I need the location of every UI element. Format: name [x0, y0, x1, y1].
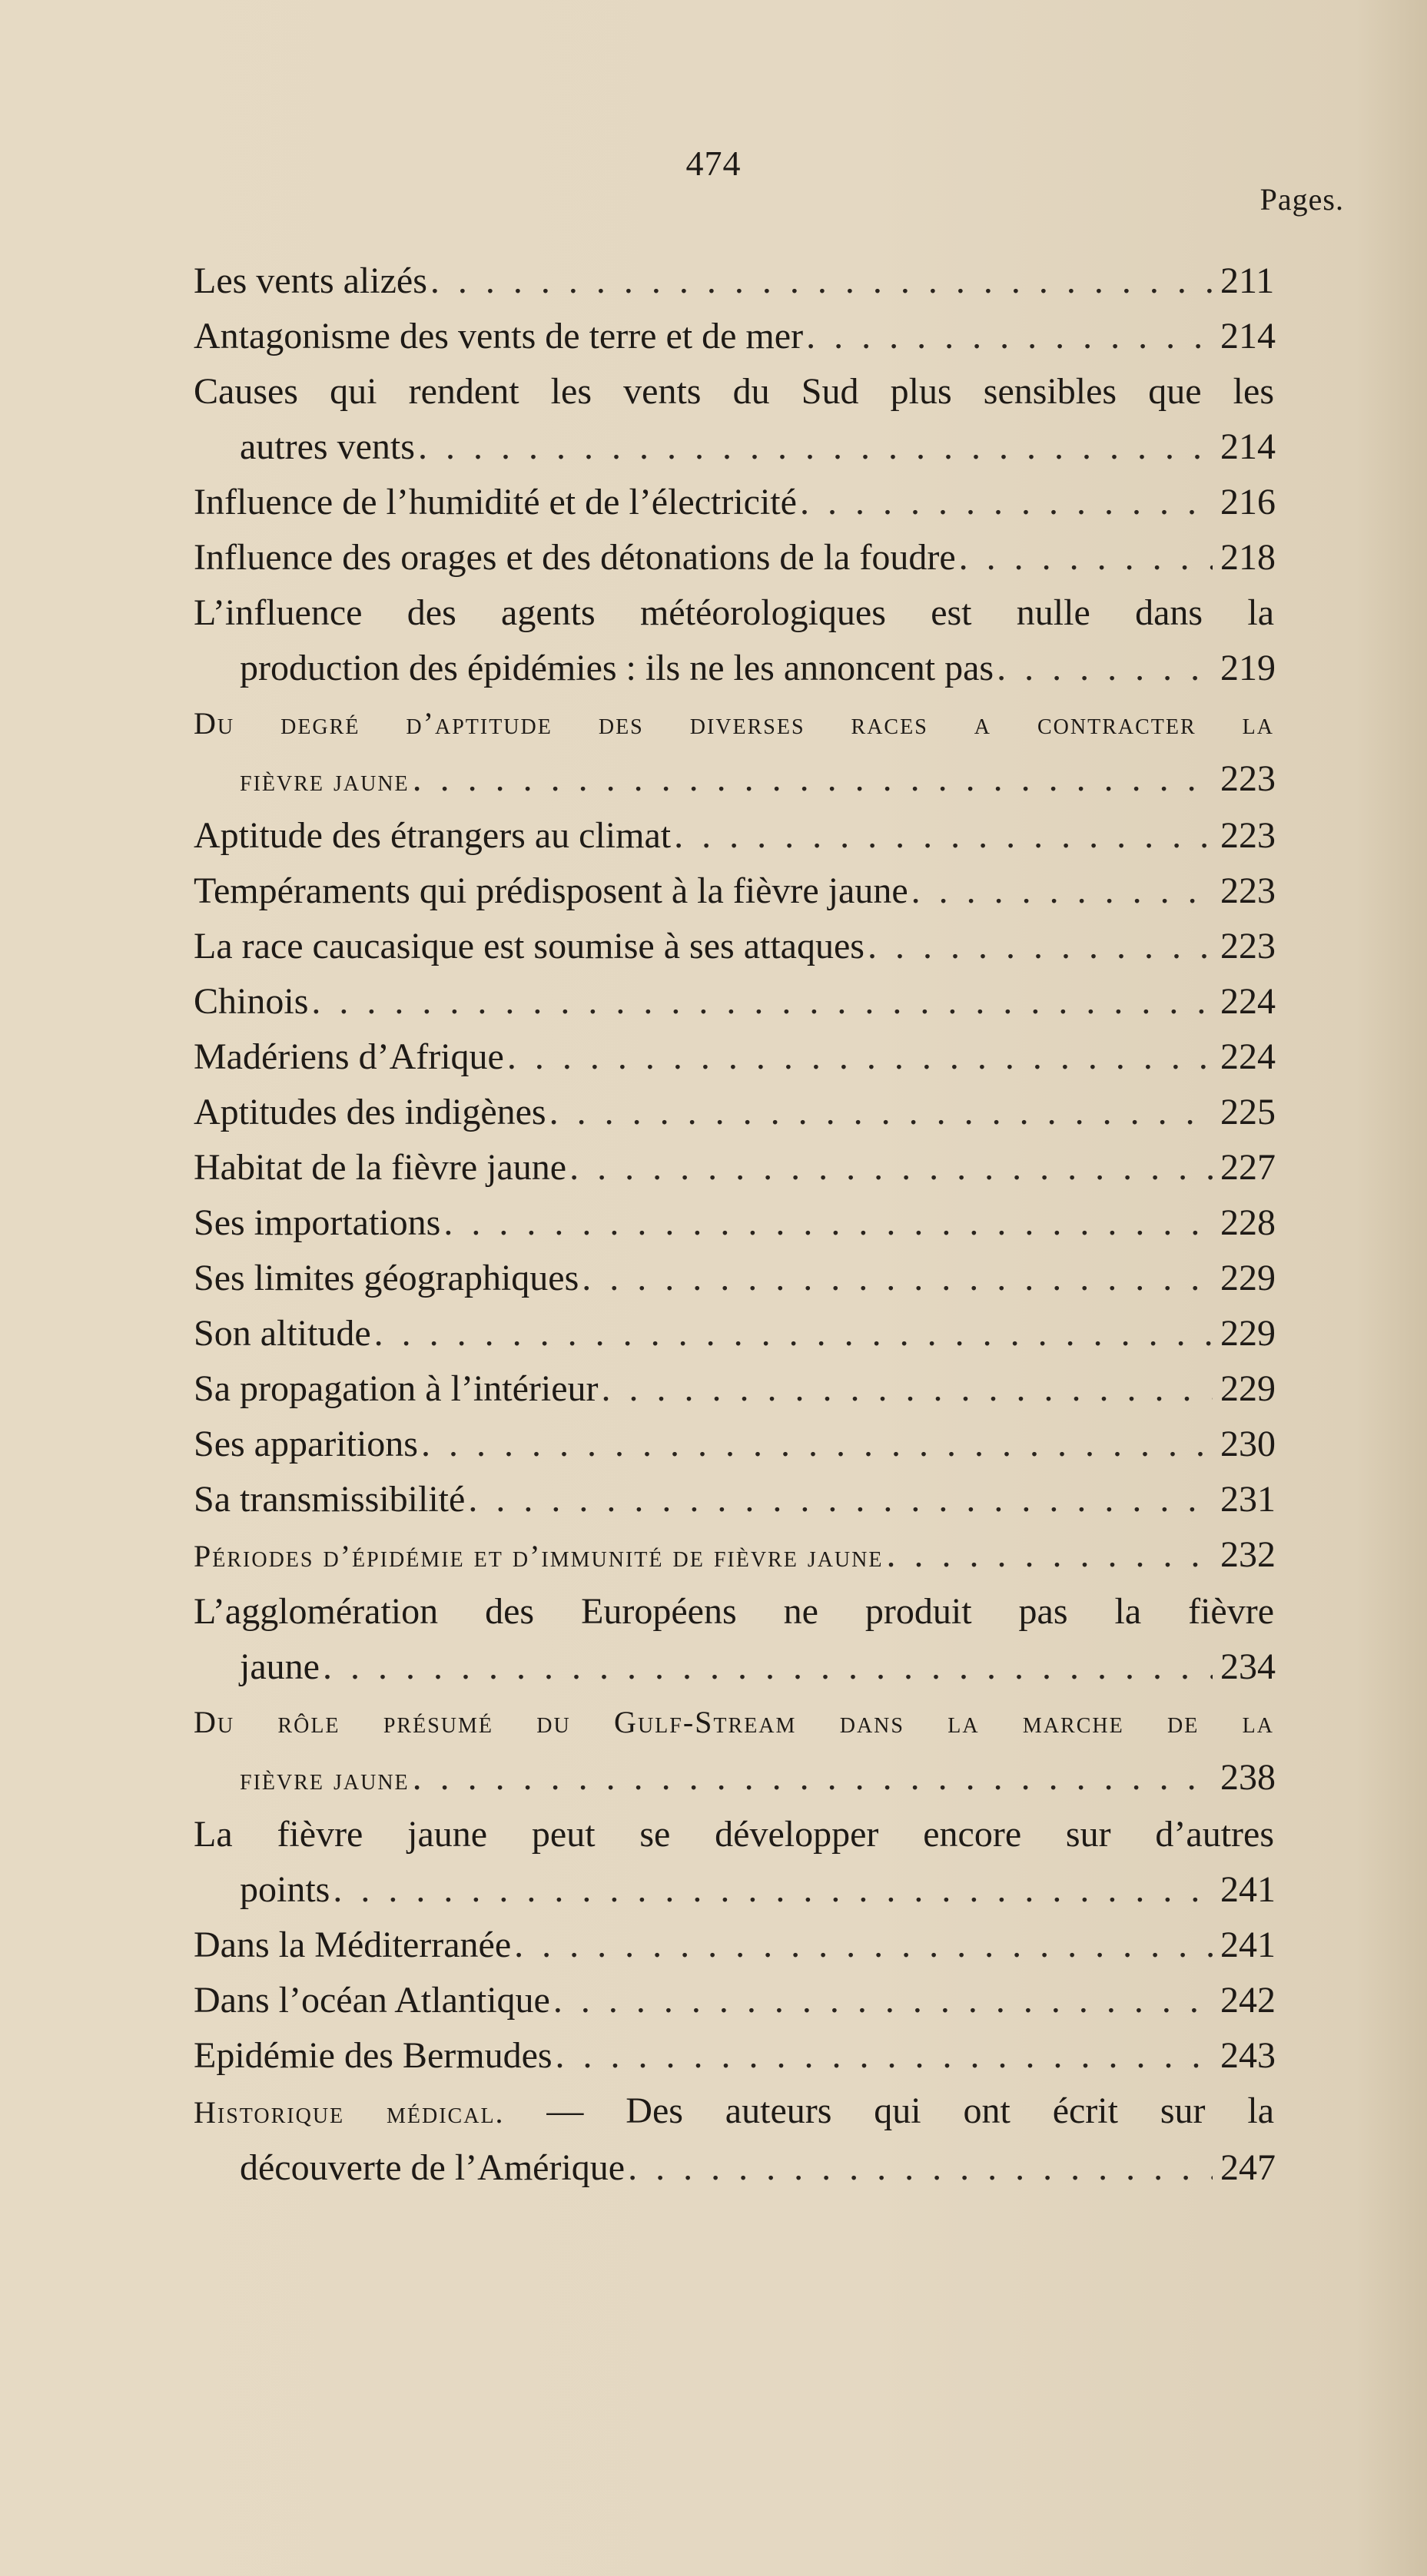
toc-entry-title: Ses limites géographiques [194, 1258, 579, 1298]
toc-entry-title: Influence de l’humidité et de l’électricité [194, 482, 797, 522]
toc-entry [194, 530, 1274, 585]
toc-entry [194, 254, 1274, 309]
toc-entry-title: Aptitudes des indigènes [194, 1092, 546, 1132]
toc-entry-title: Epidémie des Bermudes [194, 2035, 553, 2076]
toc-entry-title: Dans l’océan Atlantique [194, 1980, 550, 2021]
toc-entry-title: Madériens d’Afrique [194, 1036, 504, 1077]
toc-entry-title: Dans la Méditerranée [194, 1925, 512, 1965]
page-number: 474 [685, 144, 742, 183]
toc-entry-title-continuation: autres vents [240, 426, 415, 467]
toc-entry-title-line: Du degré d’aptitude des diverses races a contracter la [194, 706, 1274, 741]
toc-entry-page: 241 [1220, 1869, 1276, 1910]
toc-entry-page: 224 [1220, 981, 1276, 1022]
dot-leader [553, 1973, 1213, 2028]
toc-entry [194, 808, 1274, 864]
toc-entry-page: 223 [1220, 758, 1276, 799]
toc-section-heading [194, 696, 1274, 808]
toc-entry-title: Ses apparitions [194, 1424, 418, 1464]
toc-entry-page: 241 [1220, 1925, 1276, 1965]
toc-entry-title-line: L’influence des agents météorologiques est nulle dans la [194, 592, 1274, 633]
toc-entry [194, 1195, 1274, 1251]
toc-entry-page: 228 [1220, 1202, 1276, 1243]
toc-entry-page: 229 [1220, 1258, 1276, 1298]
toc-entry [194, 1251, 1274, 1306]
dot-leader [886, 1527, 1213, 1583]
toc-entry-page: 223 [1220, 870, 1276, 911]
dot-leader [514, 1918, 1213, 1973]
toc-entry [194, 919, 1274, 974]
dot-leader [430, 254, 1213, 309]
toc-entry-title: La race caucasique est soumise à ses attaques [194, 926, 864, 966]
dot-leader [421, 1417, 1213, 1472]
dot-leader [997, 641, 1213, 696]
toc-entry-title: Influence des orages et des détonations de la foudre [194, 537, 956, 578]
toc-entry-page: 225 [1220, 1092, 1276, 1132]
toc-entry-page: 223 [1220, 815, 1276, 856]
toc-entry [194, 974, 1274, 1029]
toc-entry-title: Tempéraments qui prédisposent à la fièvre jaune [194, 870, 908, 911]
dot-leader [323, 1639, 1213, 1695]
toc-entry [194, 2028, 1274, 2084]
toc-entry-title-continuation: découverte de l’Amérique [240, 2147, 626, 2188]
toc-entry-page: 227 [1220, 1147, 1276, 1188]
toc-entry-page: 247 [1220, 2147, 1276, 2188]
toc-entry-page: 234 [1220, 1646, 1276, 1687]
toc-entry-title-line: Du rôle présumé du Gulf-Stream dans la marche de la [194, 1705, 1274, 1739]
toc-entry [194, 585, 1274, 696]
toc-entry-title-line: L’agglomération des Européens ne produit pas la fièvre [194, 1591, 1274, 1632]
toc-entry [194, 1973, 1274, 2028]
toc-entry [194, 1584, 1274, 1695]
dot-leader [911, 864, 1213, 919]
toc-entry-page: 223 [1220, 926, 1276, 966]
toc-entry [194, 1417, 1274, 1472]
dot-leader [418, 419, 1213, 475]
toc-entry [194, 1807, 1274, 1918]
toc-entry-page: 231 [1220, 1479, 1276, 1520]
dot-leader [868, 919, 1213, 974]
pages-column-label: Pages. [1259, 182, 1344, 217]
toc-entry-page: 216 [1220, 482, 1276, 522]
toc-entry-title: Sa transmissibilité [194, 1479, 466, 1520]
dot-leader [311, 974, 1213, 1029]
toc-entry [194, 1140, 1274, 1195]
toc-entry-title: Sa propagation à l’intérieur [194, 1368, 599, 1409]
toc-entry-title: Aptitude des étrangers au climat [194, 815, 672, 856]
toc-entry-title-continuation: jaune [240, 1646, 320, 1687]
dot-leader [959, 530, 1213, 585]
toc-entry-page: 238 [1220, 1757, 1276, 1798]
toc-entry-page: 214 [1220, 426, 1276, 467]
toc-entry-page: 211 [1220, 260, 1275, 301]
dot-leader [413, 751, 1213, 807]
toc-entry-page: 243 [1220, 2035, 1276, 2076]
toc-entry-title: Habitat de la fièvre jaune [194, 1147, 567, 1188]
toc-entry-page: 230 [1220, 1424, 1276, 1464]
toc-entry-title: Les vents alizés [194, 260, 427, 301]
toc-entry [194, 1361, 1274, 1417]
toc-entry-page: 219 [1220, 648, 1276, 688]
dot-leader [413, 1750, 1213, 1805]
toc-entry [194, 864, 1274, 919]
toc-entry-title-continuation: fièvre jaune [240, 763, 410, 797]
toc-entry-page: 214 [1220, 316, 1276, 356]
toc-entry-title: Antagonisme des vents de terre et de mer [194, 316, 804, 356]
toc-entry-page: 229 [1220, 1368, 1276, 1409]
toc-entry-title-line: La fièvre jaune peut se développer encore sur d’autres [194, 1814, 1274, 1855]
toc-entry-page: 229 [1220, 1313, 1276, 1354]
dot-leader [556, 2028, 1213, 2084]
toc-section-heading [194, 1695, 1274, 1807]
dot-leader [628, 2140, 1213, 2196]
dot-leader [582, 1251, 1213, 1306]
toc-entry [194, 1029, 1274, 1085]
dot-leader [374, 1306, 1213, 1361]
toc-section-heading [194, 2084, 1274, 2196]
toc-entry-title-continuation: fièvre jaune [240, 1762, 410, 1796]
section-heading-rest: — Des auteurs qui ont écrit sur la [504, 2090, 1274, 2131]
toc-entry-title: Son altitude [194, 1313, 371, 1354]
dot-leader [549, 1085, 1213, 1140]
toc-entry [194, 1918, 1274, 1973]
dot-leader [800, 475, 1213, 530]
toc-entry [194, 364, 1274, 475]
toc-entry-page: 232 [1220, 1534, 1276, 1575]
dot-leader [601, 1361, 1213, 1417]
dot-leader [569, 1140, 1213, 1195]
toc-entry-title: Chinois [194, 981, 309, 1022]
toc-entry [194, 475, 1274, 530]
toc-entry [194, 1306, 1274, 1361]
dot-leader [468, 1472, 1213, 1527]
dot-leader [507, 1029, 1213, 1085]
dot-leader [443, 1195, 1213, 1251]
toc-entry-title: Ses importations [194, 1202, 441, 1243]
toc-entry-title-continuation: points [240, 1869, 330, 1910]
toc-entry [194, 1085, 1274, 1140]
toc-entry-page: 242 [1220, 1980, 1276, 2021]
toc-entry-page: 224 [1220, 1036, 1276, 1077]
toc-entry [194, 1472, 1274, 1527]
toc-entry-title: Périodes d’épidémie et d’immunité de fièvre jaune [194, 1539, 884, 1573]
dot-leader [674, 808, 1213, 864]
toc-entry [194, 309, 1274, 364]
dot-leader [333, 1862, 1213, 1918]
toc-section-heading [194, 1527, 1274, 1584]
toc-entry-title-line [194, 2084, 1274, 2140]
toc-entry-page: 218 [1220, 537, 1276, 578]
toc-entry-title-line: Causes qui rendent les vents du Sud plus sensibles que les [194, 371, 1274, 412]
dot-leader [806, 309, 1213, 364]
toc-entry-title-continuation: production des épidémies : ils ne les annoncent pas [240, 648, 994, 688]
section-heading-label: Historique médical. [194, 2095, 505, 2130]
table-of-contents [194, 254, 1274, 2196]
